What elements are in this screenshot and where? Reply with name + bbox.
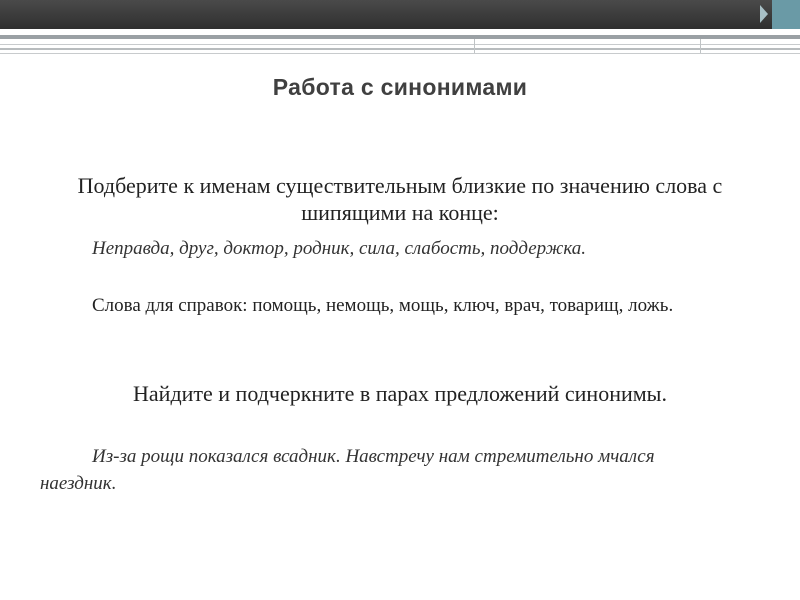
task-1-heading: Подберите к именам существительным близкие по значению слова с шипящими на конце: (77, 173, 723, 225)
divider-tick (474, 39, 475, 53)
task-2-sentences (40, 443, 680, 497)
task-1-reference (40, 292, 700, 319)
task-1-reference-text: Слова для справок: помощь, немощь, мощь, ключ, врач, товарищ, ложь. (92, 295, 674, 316)
task-2-heading: Найдите и подчеркните в парах предложений синонимы. (133, 381, 667, 406)
divider-line (0, 35, 800, 39)
divider-line (0, 48, 800, 50)
task-2-sentences-text: Из-за рощи показался всадник. Навстречу нам стремительно мчался наездник. (40, 446, 655, 494)
task-1-words (40, 235, 700, 262)
slide-title: Работа с синонимами (272, 74, 528, 100)
divider-line (0, 53, 800, 54)
task-1-words-text: Неправда, друг, доктор, родник, сила, слабость, поддержка. (92, 238, 587, 259)
divider-tick (700, 39, 701, 53)
divider-line (0, 44, 800, 45)
header-band (0, 0, 800, 29)
accent-arrow-icon (760, 5, 768, 23)
accent-bar (772, 0, 800, 29)
